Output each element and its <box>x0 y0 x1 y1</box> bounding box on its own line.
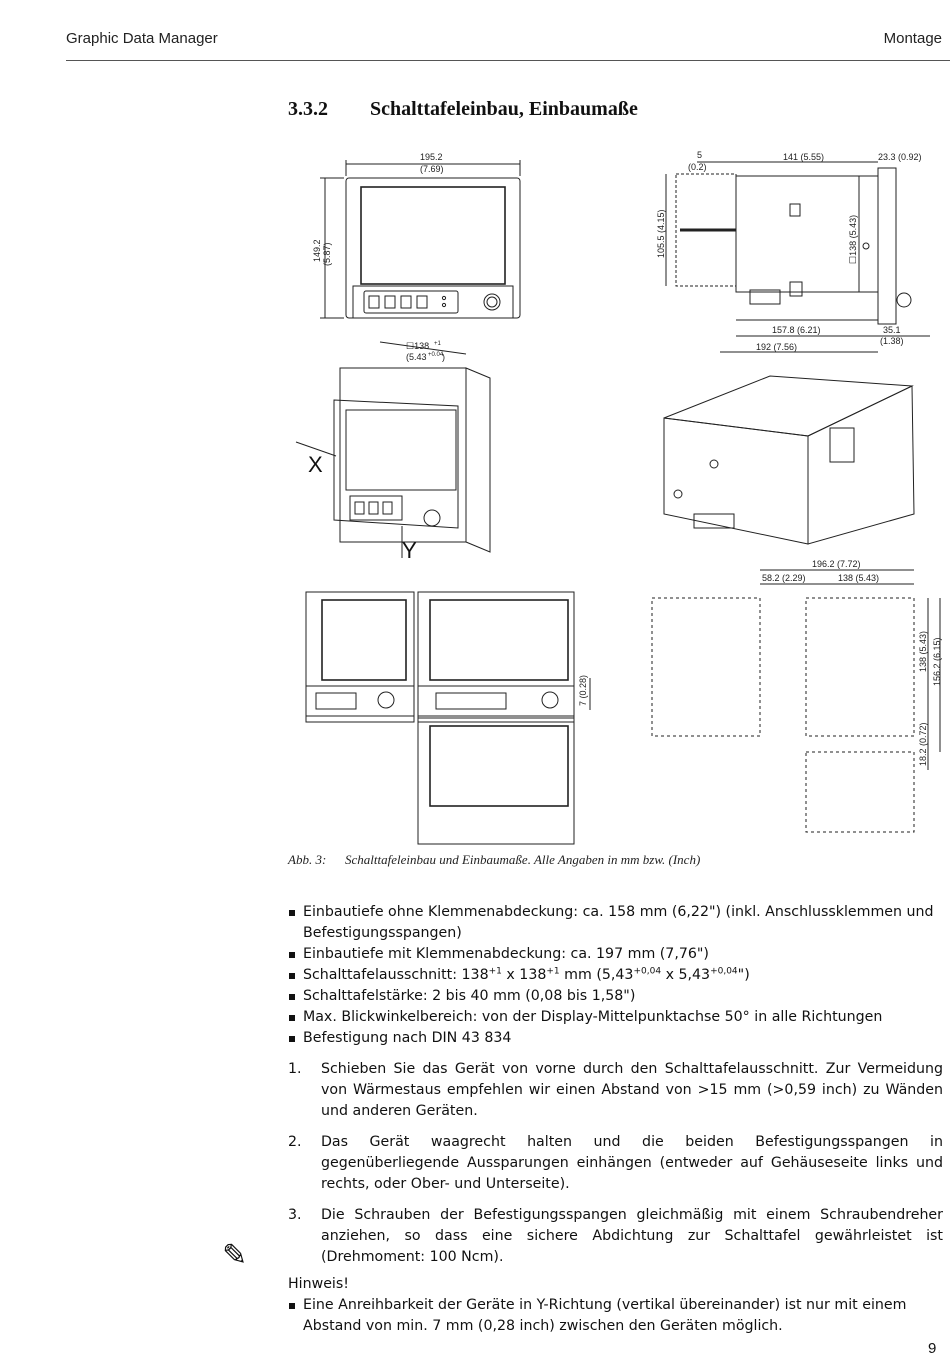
dim-side-a-in: (0.2) <box>688 162 707 172</box>
dim-cut-a: ☐138 <box>406 341 430 351</box>
side-view <box>666 162 930 352</box>
cutout-mm: mm (5,43 <box>559 967 634 983</box>
section-heading <box>288 98 638 121</box>
step-item <box>288 1132 943 1195</box>
axis-x-label: X <box>308 452 323 477</box>
step-item <box>288 1059 943 1122</box>
panel-row-view <box>306 592 590 844</box>
spec-list <box>288 902 943 1049</box>
list-item <box>288 965 943 986</box>
step-number: 3. <box>288 1207 302 1223</box>
cutout-sup3: +0,04 <box>633 966 662 977</box>
step-text: Schieben Sie das Gerät von vorne durch den Schalttafelausschnitt. Zur Vermeidung von Wärmestaus empfehlen wir einen Abstand von >15 mm (>0,59 inch) zu Wänden und anderen Geräten. <box>321 1061 943 1119</box>
iso-rear-view <box>664 376 914 544</box>
installation-figure <box>0 140 950 845</box>
dim-side-c: 23.3 (0.92) <box>878 152 922 162</box>
dim-front-height-in: (5.87) <box>322 242 332 266</box>
dim-side-e-in: (1.38) <box>880 336 904 346</box>
dim-cut-b: (5.43 <box>406 352 427 362</box>
dim-side-d2: 192 (7.56) <box>756 342 798 352</box>
note-list <box>288 1295 943 1337</box>
pencil-icon: ✎ <box>222 1238 248 1273</box>
iso-front-view <box>296 342 490 558</box>
list-item: Einbautiefe mit Klemmenabdeckung: ca. 197 mm (7,76") <box>288 944 943 965</box>
step-item <box>288 1205 943 1268</box>
dim-grid-h2: 156.2 (6.15) <box>932 637 942 686</box>
dim-side-a: 5 <box>697 150 703 160</box>
note-item: Eine Anreihbarkeit der Geräte in Y-Richtung (vertikal übereinander) ist nur mit einem Abstand von min. 7 mm (0,28 inch) zwischen den Geräten möglich. <box>288 1295 943 1337</box>
list-item: Befestigung nach DIN 43 834 <box>288 1028 943 1049</box>
step-number: 2. <box>288 1134 302 1150</box>
dim-cut-b-end: ) <box>442 352 445 362</box>
cutout-sup2: +1 <box>546 966 560 977</box>
header-rule <box>66 60 950 61</box>
caption-label: Abb. 3: <box>288 852 327 867</box>
cutout-lead: Schalttafelausschnitt: 138 <box>303 967 489 983</box>
note-title: Hinweis! <box>288 1276 349 1292</box>
dim-front-width: 195.2 <box>420 152 443 162</box>
section-number: 3.3.2 <box>288 98 328 120</box>
dim-grid-cut: 138 (5.43) <box>838 573 880 583</box>
header-section: Montage <box>883 30 942 47</box>
list-item: Schalttafelstärke: 2 bis 40 mm (0,08 bis 1,58") <box>288 986 943 1007</box>
header-title: Graphic Data Manager <box>66 30 218 47</box>
dim-cut-b-tol: +0.04 <box>428 352 444 358</box>
dim-side-h2: ☐138 (5.43) <box>848 214 858 264</box>
step-number: 1. <box>288 1061 302 1077</box>
dim-grid-h3: 18.2 (0.72) <box>918 722 928 766</box>
dim-front-width-in: (7.69) <box>420 164 444 174</box>
list-item: Einbautiefe ohne Klemmenabdeckung: ca. 158 mm (6,22") (inkl. Anschlussklemmen und Befestigungsspangen) <box>288 902 943 944</box>
figure-caption <box>288 852 700 868</box>
cutout-sup1: +1 <box>488 966 502 977</box>
dim-grid-gap: 58.2 (2.29) <box>762 573 806 583</box>
body-text <box>288 902 943 1337</box>
front-view <box>320 160 520 318</box>
axis-y-label: Y <box>402 538 417 563</box>
dim-side-e: 35.1 <box>883 325 901 335</box>
caption-text: Schalttafeleinbau und Einbaumaße. Alle Angaben in mm bzw. (Inch) <box>345 852 701 867</box>
cutout-end: ") <box>737 967 750 983</box>
list-item: Max. Blickwinkelbereich: von der Display-Mittelpunktachse 50° in alle Richtungen <box>288 1007 943 1028</box>
cutout-mid: x 138 <box>501 967 547 983</box>
dim-cut-a-tol: +1 <box>434 341 441 347</box>
dim-side-b: 141 (5.55) <box>783 152 825 162</box>
dim-grid-h1: 138 (5.43) <box>918 630 928 672</box>
step-text: Die Schrauben der Befestigungsspangen gleichmäßig mit einem Schraubendreher anziehen, so dass eine sichere Abdichtung zur Schalttafel gewährleistet ist (Drehmoment: 100 Ncm). <box>321 1207 943 1265</box>
step-list <box>288 1059 943 1268</box>
dim-side-h1: 105.5 (4.15) <box>656 209 666 258</box>
cutout-grid <box>652 598 914 832</box>
step-text: Das Gerät waagrecht halten und die beiden Befestigungsspangen in gegenüberliegende Aussparungen einhängen (entweder auf Gehäuseseite links und rechts, oder Ober- und Unterseite). <box>321 1134 943 1192</box>
cutout-sup4: +0,04 <box>710 966 738 977</box>
dim-gap-v: 7 (0.28) <box>578 674 588 706</box>
dim-front-height: 149.2 <box>312 239 322 262</box>
dim-grid-total: 196.2 (7.72) <box>812 559 861 569</box>
cutout-x: x 5,43 <box>661 967 711 983</box>
page-number: 9 <box>928 1340 937 1357</box>
dim-side-d1: 157.8 (6.21) <box>772 325 821 335</box>
section-title: Schalttafeleinbau, Einbaumaße <box>370 98 638 120</box>
